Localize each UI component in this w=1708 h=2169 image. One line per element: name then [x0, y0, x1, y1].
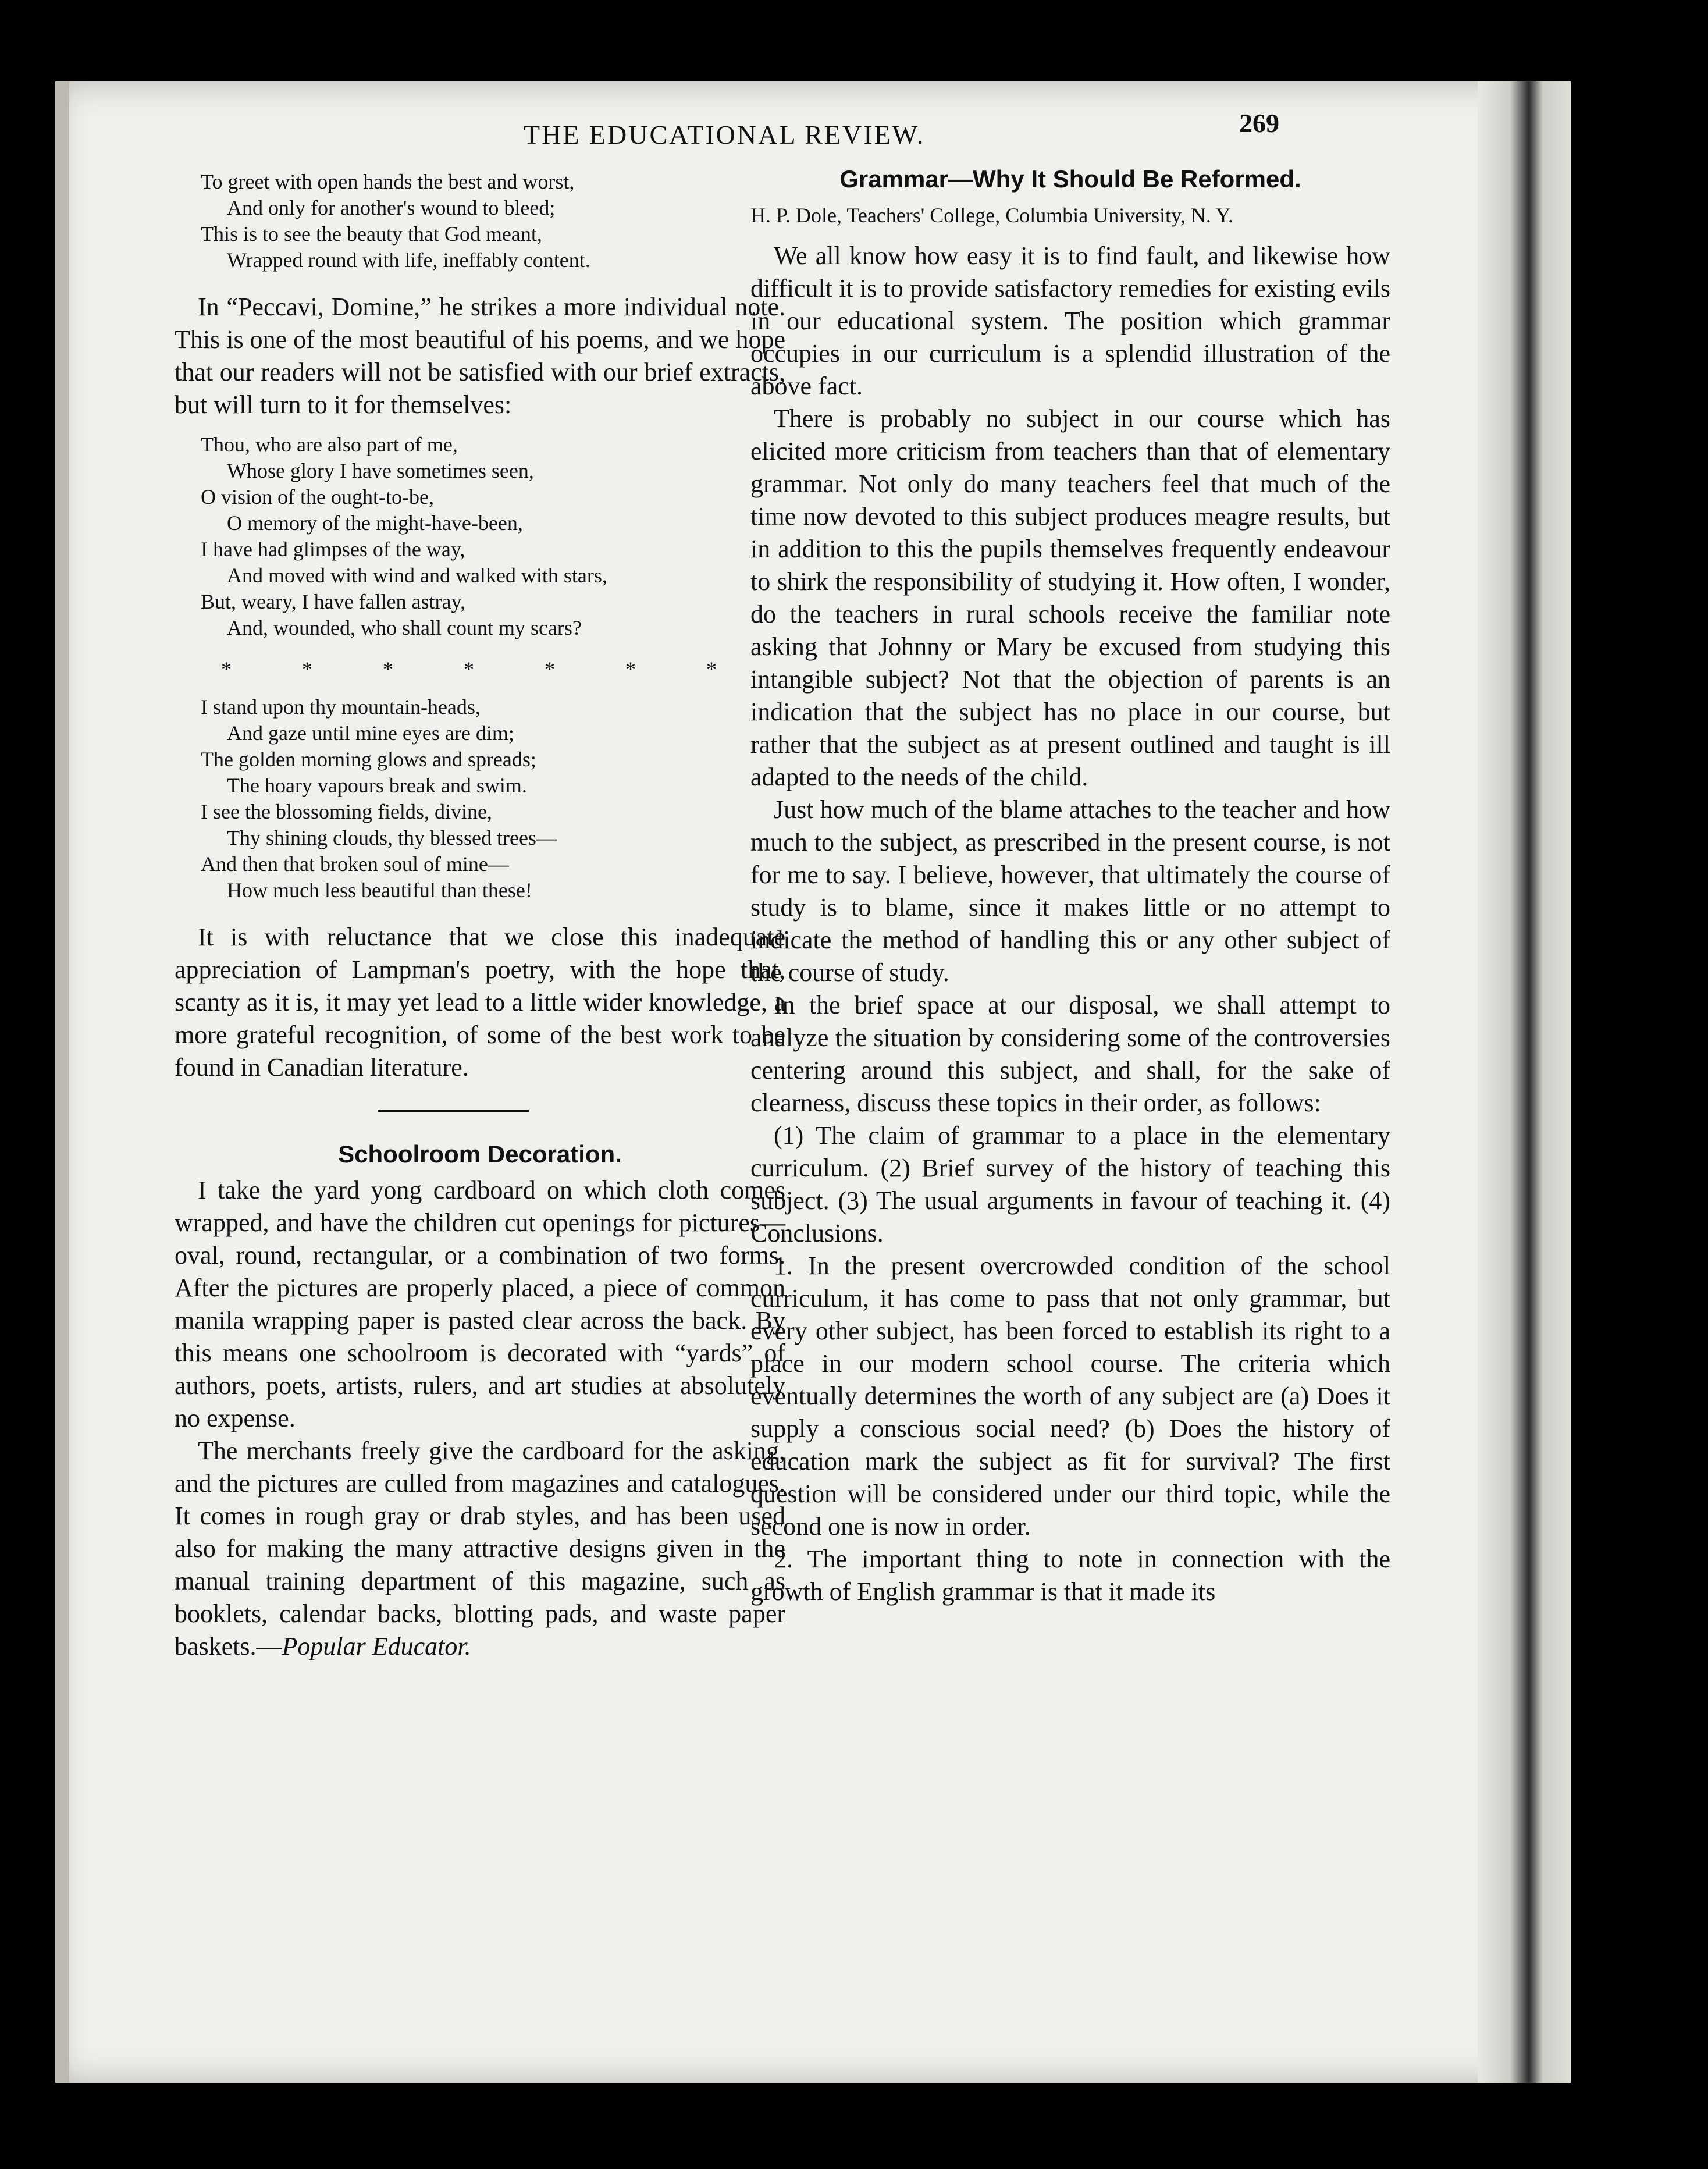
verse-line: Thou, who are also part of me,	[201, 433, 458, 456]
paragraph: It is with reluctance that we close this inadequate appreciation of Lampman's poetry, with the hope that, scanty as it is, it may yet lead to a little wider knowledge, a more grateful recognition, of some of the best work to be found in Canadian literature.	[175, 923, 785, 1082]
paragraph: In the brief space at our disposal, we shall attempt to analyze the situation by considering some of the controversies centering around this subject, and shall, for the sake of clearness, discuss these topics in their order, as follows:	[750, 991, 1390, 1117]
right-column	[750, 163, 1390, 1608]
source-citation: Popular Educator.	[282, 1632, 471, 1660]
running-head: THE EDUCATIONAL REVIEW.	[524, 120, 926, 150]
page-number: 269	[1239, 108, 1279, 138]
verse-stanza-1	[201, 169, 785, 273]
verse-line: And only for another's wound to bleed;	[227, 196, 556, 219]
verse-stanza-3	[201, 694, 785, 904]
left-column	[175, 169, 785, 1663]
paragraph: We all know how easy it is to find fault, and likewise how difficult it is to provide satisfactory remedies for existing evils in our educational system. The position which grammar occupies in our curriculum is a splendid illustration of the above fact.	[750, 241, 1390, 400]
verse-line: And moved with wind and walked with stars,	[227, 564, 607, 587]
verse-stanza-2	[201, 432, 785, 641]
verse-line: I see the blossoming fields, divine,	[201, 800, 492, 823]
book-gutter	[1478, 81, 1571, 2083]
article-byline: H. P. Dole, Teachers' College, Columbia University, N. Y.	[750, 204, 1233, 227]
paragraph: 2. The important thing to note in connection with the growth of English grammar is that it made its	[750, 1545, 1390, 1606]
verse-line: This is to see the beauty that God meant,	[201, 222, 542, 246]
paragraph	[175, 1435, 785, 1663]
verse-line: To greet with open hands the best and worst,	[201, 170, 575, 193]
paragraph: Just how much of the blame attaches to the teacher and how much to the subject, as prescribed in the present course, is not for me to say. I believe, however, that ultimately the course of study is to blame, since it makes little or no attempt to indicate the method of handling this or any other subject of the course of study.	[750, 795, 1390, 987]
paragraph: 1. In the present overcrowded condition of the school curriculum, it has come to pass that not only grammar, but every other subject, has been forced to establish its right to a place in our modern school course. The criteria which eventually determines the worth of any subject are (a) Does it supply a conscious social need? (b) Does the history of education mark the subject as fit for survival? The first question will be considered under our third topic, while the second one is now in order.	[750, 1251, 1390, 1541]
article-title: Grammar—Why It Should Be Reformed.	[839, 165, 1301, 193]
verse-line: But, weary, I have fallen astray,	[201, 590, 466, 613]
verse-line: O vision of the ought-to-be,	[201, 485, 434, 509]
verse-line: The golden morning glows and spreads;	[201, 748, 536, 771]
paragraph: In “Peccavi, Domine,” he strikes a more individual note. This is one of the most beautiful of his poems, and we hope that our readers will not be satisfied with our brief extracts, but will turn to it for themselves:	[175, 293, 785, 419]
section-heading: Schoolroom Decoration.	[338, 1140, 622, 1168]
paragraph: I take the yard yong cardboard on which cloth comes wrapped, and have the children cut openings for pictures—oval, round, rectangular, or a combination of two forms. After the pictures are properly placed, a piece of common manila wrapping paper is pasted clear across the back. By this means one schoolroom is decorated with “yards” of authors, poets, artists, rulers, and art studies at absolutely no expense.	[175, 1176, 785, 1432]
verse-line: And then that broken soul of mine—	[201, 852, 509, 876]
verse-line: Wrapped round with life, ineffably content.	[227, 248, 590, 272]
verse-line: And gaze until mine eyes are dim;	[227, 721, 514, 745]
verse-line: Whose glory I have sometimes seen,	[227, 459, 534, 482]
paragraph: (1) The claim of grammar to a place in the elementary curriculum. (2) Brief survey of the history of teaching this subject. (3) The usual arguments in favour of teaching it. (4) Conclusions.	[750, 1121, 1390, 1247]
verse-line: The hoary vapours break and swim.	[227, 774, 527, 797]
paragraph: There is probably no subject in our course which has elicited more criticism from teachers than that of elementary grammar. Not only do many teachers feel that much of the time now devoted to this subject produces meagre results, but in addition to this the pupils themselves frequently endeavour to shirk the responsibility of studying it. How often, I wonder, do the teachers in rural schools receive the familiar note asking that Johnny or Mary be excused from studying this intangible subject? Not that the objection of parents is an indication that the subject has no place in our course, but rather that the subject as at present outlined and taught is ill adapted to the needs of the child.	[750, 404, 1390, 791]
paragraph-text: The merchants freely give the cardboard for the asking, and the pictures are culled from magazines and catalogues. It comes in rough gray or drab styles, and has been used also for making the many attractive designs given in the manual training department of this magazine, such as booklets, calendar backs, blotting pads, and waste paper baskets.—	[175, 1436, 785, 1660]
verse-line: O memory of the might-have-been,	[227, 511, 523, 535]
verse-line: I have had glimpses of the way,	[201, 538, 465, 561]
page-left-edge	[55, 81, 69, 2083]
section-stars: * * * * * * *	[221, 657, 749, 681]
verse-line: I stand upon thy mountain-heads,	[201, 695, 481, 719]
verse-line: Thy shining clouds, thy blessed trees—	[227, 826, 557, 849]
verse-line: And, wounded, who shall count my scars?	[227, 616, 582, 639]
verse-line: How much less beautiful than these!	[227, 879, 532, 902]
section-divider	[378, 1110, 529, 1112]
